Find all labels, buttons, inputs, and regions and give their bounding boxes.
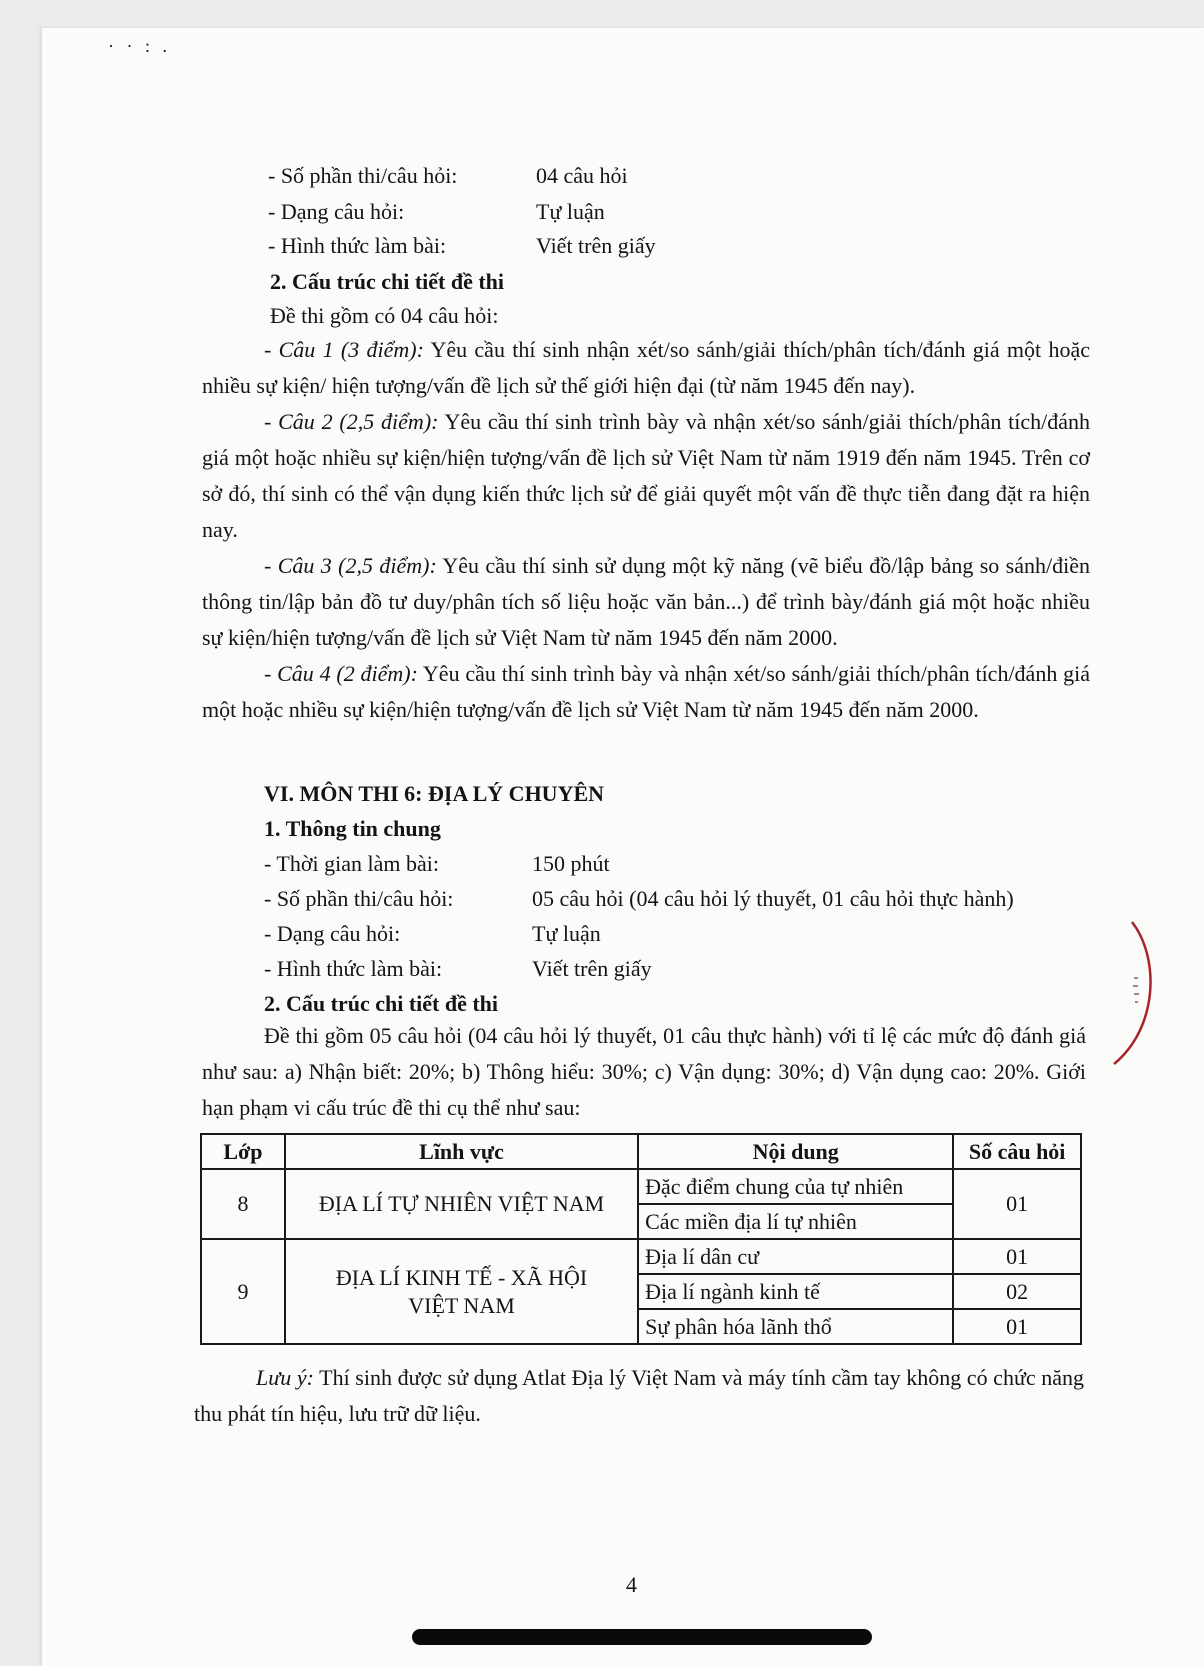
info2-row xyxy=(264,920,601,948)
info1-row xyxy=(268,232,656,260)
question-label: - Câu 4 (2 điểm): xyxy=(264,661,418,686)
content-cell: Đặc điểm chung của tự nhiên xyxy=(638,1169,953,1204)
table-header: Nội dung xyxy=(638,1134,953,1169)
info-value: 150 phút xyxy=(532,851,610,876)
exam-structure-table xyxy=(200,1133,1082,1345)
home-indicator-bar[interactable] xyxy=(412,1629,872,1645)
table-row xyxy=(201,1239,1081,1274)
question-paragraph xyxy=(202,656,1090,728)
question-text: Yêu cầu thí sinh trình bày và nhận xét/so sánh/giải thích/phân tích/đánh giá một hoặc nhiều sự kiện/hiện tượng/vấn đề lịch sử Việt Nam từ năm 1919 đến năm 1945. Trên cơ sở đó, thí sinh có thể vận dụng kiến thức lịch sử để giải quyết một vấn đề thực tiễn đang đặt ra hiện nay. xyxy=(202,409,1090,542)
info-label: - Hình thức làm bài: xyxy=(268,233,447,258)
grade-cell: 8 xyxy=(201,1169,285,1239)
table-header-row xyxy=(201,1134,1081,1169)
info2-row xyxy=(264,885,1014,913)
question-label: - Câu 2 (2,5 điểm): xyxy=(264,409,439,434)
stamp-edge-mark xyxy=(1100,918,1160,1073)
question-label: - Câu 1 (3 điểm): xyxy=(264,337,424,362)
info-value: 05 câu hỏi (04 câu hỏi lý thuyết, 01 câu hỏi thực hành) xyxy=(532,886,1014,911)
info-label: - Hình thức làm bài: xyxy=(264,956,443,981)
content-cell: Sự phân hóa lãnh thổ xyxy=(638,1309,953,1344)
question-paragraph xyxy=(202,548,1090,656)
note-paragraph xyxy=(194,1360,1084,1432)
page-number: 4 xyxy=(626,1572,637,1597)
table-header: Số câu hỏi xyxy=(953,1134,1081,1169)
info-label: - Số phần thi/câu hỏi: xyxy=(264,886,454,911)
note-text: Thí sinh được sử dụng Atlat Địa lý Việt Nam và máy tính cầm tay không có chức năng thu phát tín hiệu, lưu trữ dữ liệu. xyxy=(194,1365,1085,1426)
table-header: Lĩnh vực xyxy=(285,1134,638,1169)
questions-block xyxy=(202,332,1090,728)
question-label: - Câu 3 (2,5 điểm): xyxy=(264,553,437,578)
section-heading: 1. Thông tin chung xyxy=(264,816,441,841)
info-value: Viết trên giấy xyxy=(532,956,652,981)
info-value: Viết trên giấy xyxy=(536,233,656,258)
question-paragraph xyxy=(202,332,1090,404)
count-cell: 01 xyxy=(953,1169,1081,1239)
info-label: - Thời gian làm bài: xyxy=(264,851,439,876)
grade-cell: 9 xyxy=(201,1239,285,1344)
section-heading: 2. Cấu trúc chi tiết đề thi xyxy=(270,269,505,294)
info1-row xyxy=(268,198,605,226)
question-paragraph xyxy=(202,404,1090,548)
info-label: - Dạng câu hỏi: xyxy=(268,199,405,224)
info-label: - Dạng câu hỏi: xyxy=(264,921,401,946)
table-row xyxy=(201,1169,1081,1204)
question-text: Yêu cầu thí sinh nhận xét/so sánh/giải thích/phân tích/đánh giá một hoặc nhiều sự kiện/ hiện tượng/vấn đề lịch sử thế giới hiện đại (từ năm 1945 đến nay). xyxy=(202,337,1090,398)
scan-artifact-dots: · · : . xyxy=(108,36,171,56)
section-intro: Đề thi gồm có 04 câu hỏi: xyxy=(270,303,499,328)
count-cell: 01 xyxy=(953,1309,1081,1344)
count-cell: 01 xyxy=(953,1239,1081,1274)
field-cell: ĐỊA LÍ KINH TẾ - XÃ HỘI VIỆT NAM xyxy=(285,1239,638,1344)
content-cell: Địa lí dân cư xyxy=(638,1239,953,1274)
info-value: 04 câu hỏi xyxy=(536,163,628,188)
content-cell: Các miền địa lí tự nhiên xyxy=(638,1204,953,1239)
info-label: - Số phần thi/câu hỏi: xyxy=(268,163,458,188)
info-value: Tự luận xyxy=(536,199,605,224)
question-text: Yêu cầu thí sinh trình bày và nhận xét/so sánh/giải thích/phân tích/đánh giá một hoặc nhiều sự kiện/hiện tượng/vấn đề lịch sử Việt Nam từ năm 1945 đến năm 2000. xyxy=(202,661,1090,722)
count-cell: 02 xyxy=(953,1274,1081,1309)
info2-row xyxy=(264,850,610,878)
question-text: Yêu cầu thí sinh sử dụng một kỹ năng (vẽ biểu đồ/lập bảng so sánh/điền thông tin/lập bản đồ tư duy/phân tích số liệu hoặc văn bản...) để trình bày/đánh giá một hoặc nhiều sự kiện/hiện tượng/vấn đề lịch sử Việt Nam từ năm 1945 đến năm 2000. xyxy=(202,553,1090,650)
section-heading: 2. Cấu trúc chi tiết đề thi xyxy=(264,991,499,1016)
field-cell: ĐỊA LÍ TỰ NHIÊN VIỆT NAM xyxy=(285,1169,638,1239)
table-header: Lớp xyxy=(201,1134,285,1169)
subject-title: VI. MÔN THI 6: ĐỊA LÝ CHUYÊN xyxy=(264,781,605,806)
info1-row xyxy=(268,162,628,190)
geo-paragraph: Đề thi gồm 05 câu hỏi (04 câu hỏi lý thuyết, 01 câu thực hành) với tỉ lệ các mức độ đánh giá như sau: a) Nhận biết: 20%; b) Thông hiểu: 30%; c) Vận dụng: 30%; d) Vận dụng cao: 20%. Giới hạn phạm vi cấu trúc đề thi cụ thể như sau: xyxy=(202,1023,1086,1120)
info-value: Tự luận xyxy=(532,921,601,946)
info2-row xyxy=(264,955,652,983)
note-label: Lưu ý: xyxy=(256,1365,314,1390)
content-cell: Địa lí ngành kinh tế xyxy=(638,1274,953,1309)
